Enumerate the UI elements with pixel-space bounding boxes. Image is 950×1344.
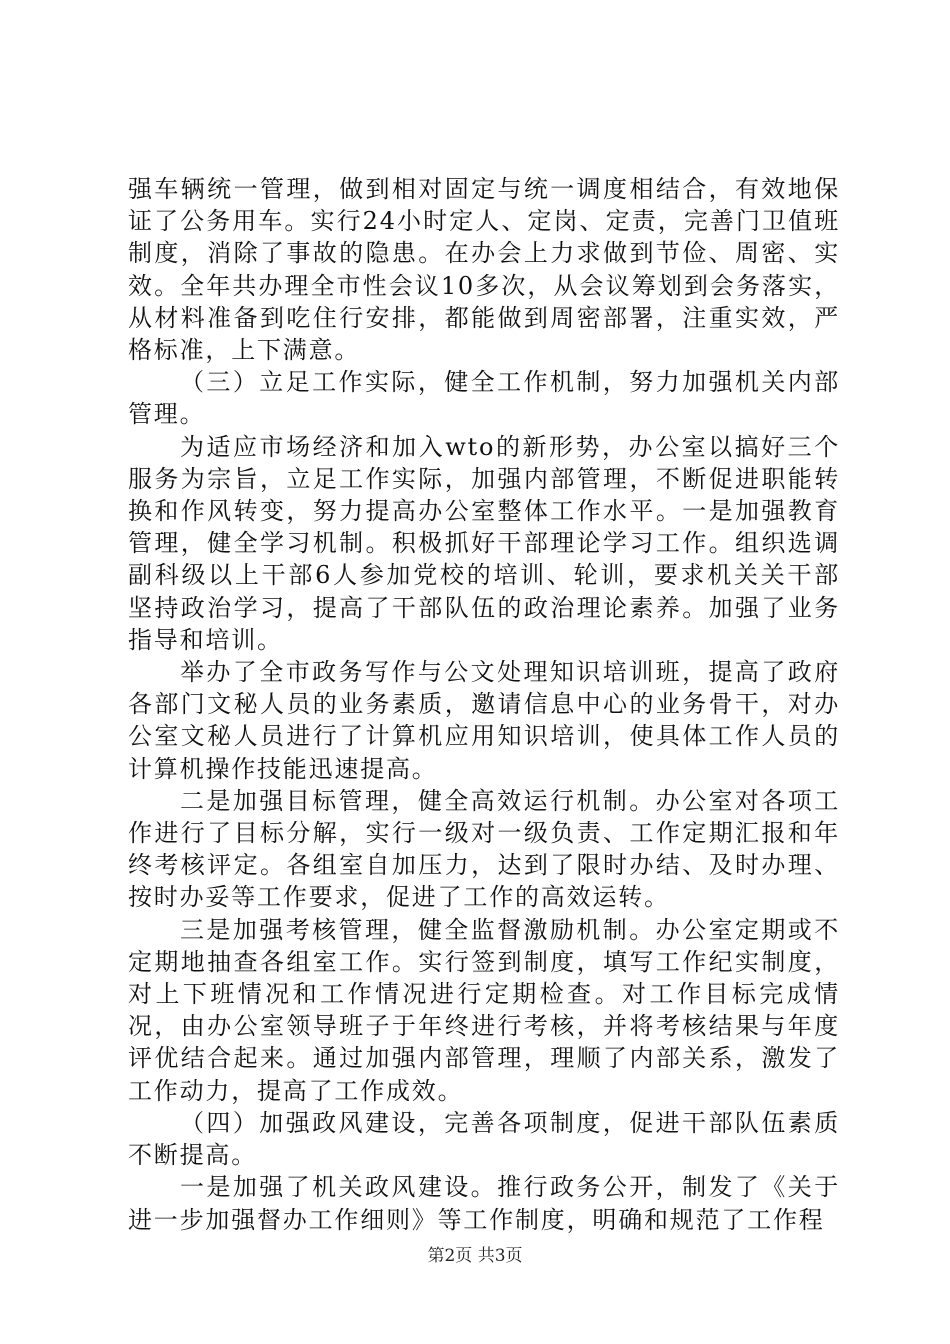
section-heading-four: （四）加强政风建设，完善各项制度，促进干部队伍素质不断提高。 [128, 1108, 840, 1170]
paragraph-conduct-building: 一是加强了机关政风建设。推行政务公开，制发了《关于进一步加强督办工作细则》等工作制度，明确和规范了工作程 [128, 1173, 840, 1234]
paragraph-target-management: 二是加强目标管理，健全高效运行机制。办公室对各项工作进行了目标分解，实行一级对一级负责、工作定期汇报和年终考核评定。各组室自加压力，达到了限时办结、及时办理、按时办妥等工作要求，促进了工作的高效运转。 [128, 786, 840, 912]
paragraph-continuation: 强车辆统一管理，做到相对固定与统一调度相结合，有效地保证了公务用车。实行24小时定人、定岗、定责，完善门卫值班制度，消除了事故的隐患。在办会上力求做到节俭、周密、实效。全年共办理全市性会议10多次，从会议筹划到会务落实，从材料准备到吃住行安排，都能做到周密部署，注重实效，严格标准，上下满意。 [128, 175, 840, 365]
section-heading-three: （三）立足工作实际，健全工作机制，努力加强机关内部管理。 [128, 368, 840, 429]
paragraph-internal-management: 为适应市场经济和加入wto的新形势，办公室以搞好三个服务为宗旨，立足工作实际，加强内部管理，不断促进职能转换和作风转变，努力提高办公室整体工作水平。一是加强教育管理，健全学习机制。积极抓好干部理论学习工作。组织选调副科级以上干部6人参加党校的培训、轮训，要求机关关干部坚持政治学习，提高了干部队伍的政治理论素养。加强了业务指导和培训。 [128, 432, 840, 654]
page-footer: 第2页 共3页 [427, 1246, 523, 1266]
paragraph-assessment-management: 三是加强考核管理，健全监督激励机制。办公室定期或不定期地抽查各组室工作。实行签到制度，填写工作纪实制度，对上下班情况和工作情况进行定期检查。对工作目标完成情况，由办公室领导班子于年终进行考核，并将考核结果与年度评优结合起来。通过加强内部管理，理顺了内部关系，激发了工作动力，提高了工作成效。 [128, 915, 840, 1105]
document-body [128, 173, 840, 1236]
paragraph-training: 举办了全市政务写作与公文处理知识培训班，提高了政府各部门文秘人员的业务素质，邀请信息中心的业务骨干，对办公室文秘人员进行了计算机应用知识培训，使具体工作人员的计算机操作技能迅速提高。 [128, 658, 840, 783]
